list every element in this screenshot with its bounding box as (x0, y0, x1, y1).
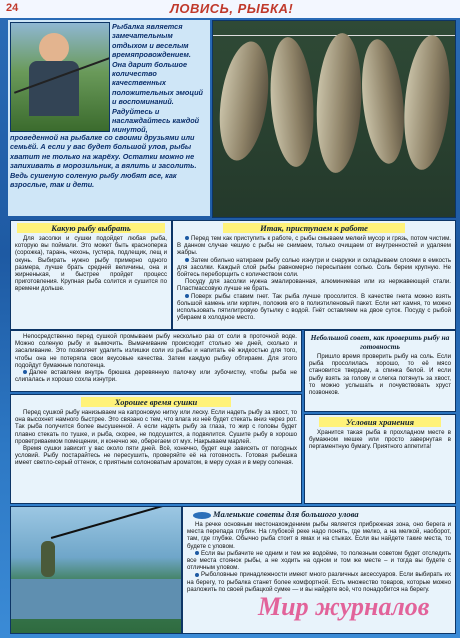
ready-paragraph: Пришло время проверить рыбу на соль. Если рыба просолилась хорошо, то её мясо становится твердым, а спинка белой. И если рыбу взять за голову и слегка потянуть за хвост, то можно услышать и почувствовать хруст позвонков. (309, 353, 451, 397)
section-tips-title: Маленькие советы для большого улова (213, 509, 359, 519)
author-photo (10, 22, 110, 132)
section-choose-paragraph: Для засолки и сушки подойдет любая рыба, которую вы поймали. Это может быть красноперка (сорожка), тарань, чехонь, густера, подлещик, лещ и окунь. Выбирать нужно рыбу примерно одного размера, лучше брать средней величины, она и жирненькая, и быстрее пройдет процесс приготовления. Крупная рыба солится и сушится по времени дольше. (15, 235, 167, 293)
storage-paragraph: Хранится такая рыба в прохладном месте в бумажном мешке или просто завернутая в пергаментную бумагу. Приятного аппетита! (309, 429, 451, 451)
section-choose-title: Какую рыбу выбрать (17, 223, 165, 233)
section-start-title: Итак, приступаем к работе (223, 223, 405, 233)
page-header (0, 0, 460, 18)
intro-text-bottom: проведенной на рыбалке со своими друзьями или семьёй. А если у вас будет большой улов, рыбы хватит не только на жарёху. Остатки можно не запихивать в морозильник, а вялить и засолить. Ведь сушеную соленую рыбу любят все, как взрослые, так и дети. (10, 133, 197, 190)
section-dry-title: Хорошее время сушки (81, 397, 231, 407)
fish-3 (313, 32, 364, 174)
page-number: 24 (6, 2, 19, 14)
bullet-icon (195, 551, 199, 555)
start-paragraph-2 (177, 257, 451, 279)
fish-5 (399, 33, 455, 171)
dry-paragraph-2: Время сушки зависит у вас около пяти дней. Всё, конечно, будет еще зависеть от погодных условий. Рыбу постарайтесь не пересушить, проверяйте её на готовность. Готовая рыбешка имеет светло-серый оттенок, с приятным солоноватым ароматом, в меру сухая и в меру соленая. (15, 445, 297, 467)
fisherman-body (29, 61, 79, 116)
fish-1 (213, 38, 275, 163)
tips-p2: Если вы рыбачите не одним и тем же водоёме, то полезным советом будет отследить все места стоянок рыбы, а не ходить на одном и том же месте – и тогда вы будете с отличным уловом. (187, 549, 451, 572)
intro-text-top: Рыбалка является замечательным отдыхом и веселым времяпровождением. Она дарит большое количество качественных положительных эмоций и воспоминаний. Радуйтесь и наслаждайтесь каждой минутой, (112, 22, 204, 135)
section-tips-text (183, 521, 455, 593)
rubric-title: ЛОВИСЬ, РЫБКА! (170, 1, 294, 16)
section-storage-title: Условия хранения (319, 417, 441, 427)
section-ready-text (305, 353, 455, 396)
dry-paragraph-1: Перед сушкой рыбу нанизываем на капроновую нитку или леску. Если надеть рыбу за хвост, то она высохнет намного быстрее. Это связано с тем, что влага из неё будет стекать вниз через рот. Так рыба получится более высушенной. А если надеть рыбу за глаза, то жир с головы будет плавно стекать по тушке, и рыба, скорее, не подсушится, а подвялится. Сушите рыбу в хорошо проветриваемом помещении, и конечно же, оберегаем от мух. Накрываем марлей. (15, 409, 297, 445)
section-wash-text (11, 331, 301, 385)
start-paragraph-1 (177, 235, 451, 257)
bullet-icon (185, 258, 189, 262)
wash-paragraph-2 (15, 369, 297, 383)
fish-icon (193, 512, 211, 519)
wash-paragraph-1: Непосредственно перед сушкой промываем рыбу несколько раз от соли в проточной воде. Можно соленую рыбу и вымочить. Вымачивание происходит столько же дней, сколько и засаливание. Это позволяет удалить излишки соли из рыбы и напитать её жидкостью для того, чтобы она не потеряла свои вкусовые качества. Затем каждую рыбку обтираем. Для этого подойдут бумажные полотенца. (15, 333, 297, 369)
section-start-text (173, 235, 455, 321)
fisherman-figure (41, 541, 55, 577)
tips-paragraph-3 (187, 571, 451, 593)
fishing-rod (51, 506, 167, 538)
start-paragraph-3: Посуду для засолки нужна эмалированная, алюминиевая или из нержавеющей стали. Пластмассовую лучше не брать. (177, 278, 451, 293)
bullet-icon (195, 573, 199, 577)
section-dry (10, 394, 302, 504)
section-start (172, 220, 456, 330)
section-wash (10, 330, 302, 392)
section-storage (304, 414, 456, 504)
bullet-icon (185, 236, 189, 240)
bullet-icon (185, 294, 189, 298)
section-ready (304, 330, 456, 412)
start-paragraph-4 (177, 293, 451, 322)
tips-p3: Рыболовные принадлежности имеют много различных аксессуаров. Если выбирать их на берегу, то рыбалка станет более комфортной. Есть множество товаров, которые можно разложить по своей рыбацкой сумке — и вы найдете всё, что понадобится на берегу. (187, 571, 451, 593)
dried-fish-photo (212, 20, 456, 218)
river-fishing-photo (10, 506, 182, 634)
tips-paragraph-2 (187, 550, 451, 572)
section-choose-text (11, 235, 171, 293)
start-p1: Перед тем как приступить к работе, с рыбы смываем мелкий мусор и грязь, потом чистим. В данном случае чешую с рыбы не снимаем, только очищаем от внутренностей и удаляем жабры. (177, 235, 451, 257)
section-tips-heading (193, 509, 445, 519)
tips-paragraph-1: На речке основным местонахождением рыбы является прибрежная зона, оно берега и места перепада глубин. На глубокой реке надо понять, где мелко, а на мелкой, наоборот, там, где глубже. Обычно рыба стоит в ямах и на стыках. Если вы найдете такие места, то будете с уловом. (187, 521, 451, 550)
section-storage-text (305, 429, 455, 451)
river-water (11, 579, 181, 619)
start-p2: Затем обильно натираем рыбу солью изнутри и снаружи и складываем слоями в емкость для засолки. Каждый слой рыбы равномерно пересыпаем солью. Соль берем крупную. Не бойтесь переборщить с количеством соли. (177, 256, 451, 279)
bullet-icon (23, 370, 27, 374)
fish-4 (357, 37, 410, 165)
start-p4: Поверх рыбы ставим гнет. Так рыба лучше просолится. В качестве гнета можно взять большой камень или кирпич, положив его в полиэтиленовый пакет. Если нет камня, то можно использовать пятилитровую бутылку с водой. Гнёт оставляем на двое суток. Посуду с рыбой убираем в холодное место. (177, 292, 451, 322)
watermark: Мир журналов (258, 592, 430, 621)
section-dry-text (11, 409, 301, 467)
wash-p2: Далее вставляем внутрь брюшка деревянную палочку или зубочистку, чтобы рыба не слипалась и хорошо сохла изнутри. (15, 369, 297, 384)
section-choose (10, 220, 172, 330)
fish-2 (267, 36, 318, 169)
section-ready-title: Небольшой совет, как проверить рыбу на готовность (310, 333, 450, 351)
fisherman-head (39, 33, 69, 63)
